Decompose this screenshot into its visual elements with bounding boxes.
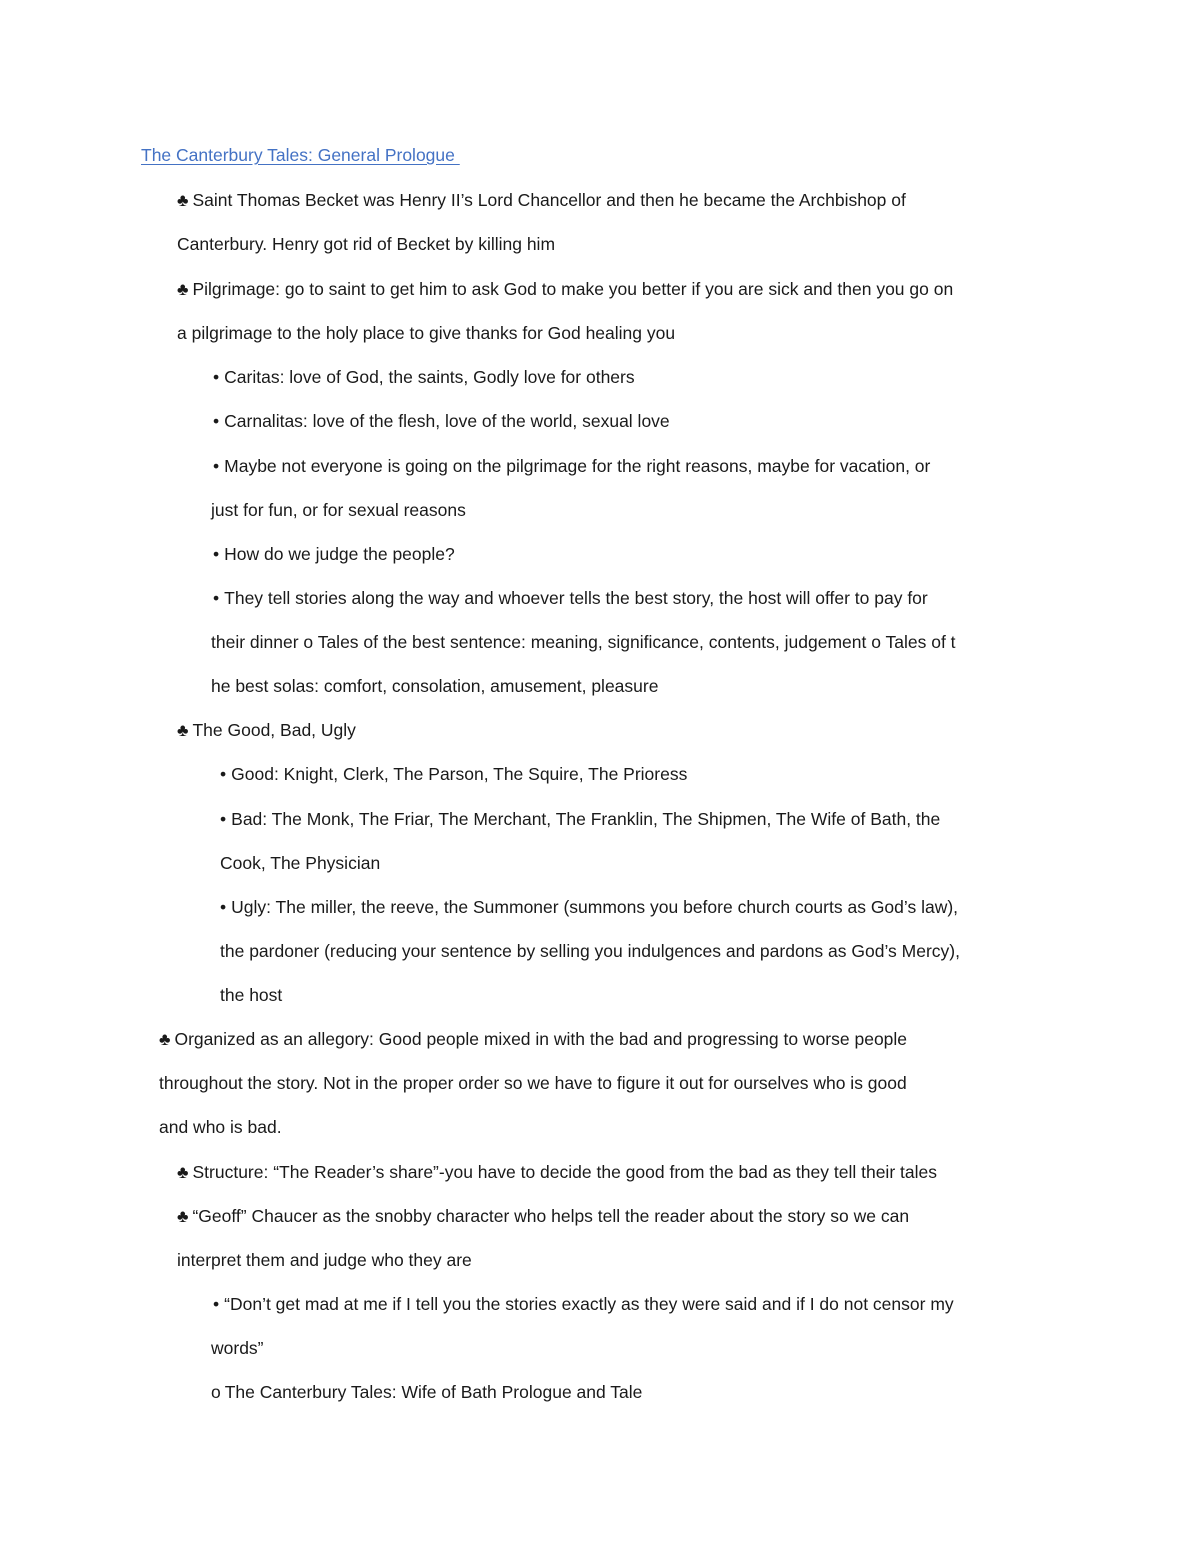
bullet-icon: • bbox=[213, 588, 220, 608]
bullet-icon: • bbox=[213, 411, 220, 431]
club-item-good-bad-ugly bbox=[177, 718, 356, 742]
bullet-item-caritas bbox=[213, 365, 635, 389]
bullet-item-ugly-cont2 bbox=[220, 983, 282, 1007]
bullet-item-ugly-cont bbox=[220, 939, 960, 963]
club-bullet-icon: ♣ bbox=[177, 279, 189, 299]
line-text: words” bbox=[211, 1338, 264, 1358]
line-text: interpret them and judge who they are bbox=[177, 1250, 472, 1270]
bullet-item-bad-cont bbox=[220, 851, 380, 875]
line-text: Bad: The Monk, The Friar, The Merchant, The Franklin, The Shipmen, The Wife of Bath, the bbox=[231, 809, 941, 829]
line-text: Carnalitas: love of the flesh, love of the world, sexual love bbox=[224, 411, 670, 431]
line-text: throughout the story. Not in the proper order so we have to figure it out for ourselves who is good bbox=[159, 1073, 907, 1093]
document-title-link[interactable]: The Canterbury Tales: General Prologue bbox=[141, 145, 460, 165]
club-item-becket bbox=[177, 188, 906, 212]
bullet-icon: • bbox=[213, 544, 220, 564]
line-text: The Canterbury Tales: Wife of Bath Prologue and Tale bbox=[224, 1382, 643, 1402]
circle-bullet-icon: o bbox=[211, 1382, 221, 1402]
bullet-item-reasons-cont bbox=[211, 498, 466, 522]
line-text: a pilgrimage to the holy place to give thanks for God healing you bbox=[177, 323, 676, 343]
bullet-item-quote bbox=[213, 1292, 954, 1316]
club-item-pilgrimage-cont bbox=[177, 321, 675, 345]
bullet-item-reasons bbox=[213, 454, 930, 478]
line-text: How do we judge the people? bbox=[224, 544, 455, 564]
bullet-item-judge bbox=[213, 542, 455, 566]
bullet-icon: • bbox=[213, 367, 220, 387]
bullet-icon: • bbox=[213, 1294, 220, 1314]
line-text: Caritas: love of God, the saints, Godly love for others bbox=[224, 367, 635, 387]
line-text: Structure: “The Reader’s share”-you have to decide the good from the bad as they tell their tales bbox=[192, 1162, 937, 1182]
club-bullet-icon: ♣ bbox=[159, 1029, 171, 1049]
line-text: he best solas: comfort, consolation, amusement, pleasure bbox=[211, 676, 659, 696]
club-item-allegory-cont2 bbox=[159, 1115, 282, 1139]
bullet-item-ugly bbox=[220, 895, 958, 919]
line-text: Good: Knight, Clerk, The Parson, The Squire, The Prioress bbox=[231, 764, 688, 784]
club-item-structure bbox=[177, 1160, 937, 1184]
line-text: Pilgrimage: go to saint to get him to ask God to make you better if you are sick and then you go on bbox=[192, 279, 954, 299]
club-item-allegory bbox=[159, 1027, 907, 1051]
bullet-item-good bbox=[220, 762, 687, 786]
line-text: Ugly: The miller, the reeve, the Summoner (summons you before church courts as God’s law), bbox=[231, 897, 959, 917]
bullet-item-carnalitas bbox=[213, 409, 670, 433]
club-item-pilgrimage bbox=[177, 277, 953, 301]
club-bullet-icon: ♣ bbox=[177, 190, 189, 210]
club-item-becket-cont bbox=[177, 232, 555, 256]
bullet-icon: • bbox=[220, 809, 227, 829]
subitem-wife-of-bath bbox=[211, 1380, 642, 1404]
line-text: the pardoner (reducing your sentence by selling you indulgences and pardons as God’s Mercy), bbox=[220, 941, 960, 961]
club-item-geoff bbox=[177, 1204, 909, 1228]
club-bullet-icon: ♣ bbox=[177, 1206, 189, 1226]
bullet-item-stories-cont2 bbox=[211, 674, 658, 698]
line-text: The Good, Bad, Ugly bbox=[192, 720, 356, 740]
line-text: They tell stories along the way and whoever tells the best story, the host will offer to pay for bbox=[224, 588, 928, 608]
line-text: their dinner o Tales of the best sentence: meaning, significance, contents, judgement o Tales of t bbox=[211, 632, 956, 652]
line-text: and who is bad. bbox=[159, 1117, 282, 1137]
bullet-item-quote-cont bbox=[211, 1336, 264, 1360]
line-text: “Don’t get mad at me if I tell you the stories exactly as they were said and if I do not censor my bbox=[224, 1294, 954, 1314]
line-text: the host bbox=[220, 985, 283, 1005]
club-item-allegory-cont bbox=[159, 1071, 907, 1095]
bullet-icon: • bbox=[213, 456, 220, 476]
line-text: Organized as an allegory: Good people mixed in with the bad and progressing to worse people bbox=[174, 1029, 908, 1049]
club-item-geoff-cont bbox=[177, 1248, 472, 1272]
line-text: Canterbury. Henry got rid of Becket by killing him bbox=[177, 234, 556, 254]
line-text: “Geoff” Chaucer as the snobby character who helps tell the reader about the story so we can bbox=[192, 1206, 910, 1226]
bullet-item-bad bbox=[220, 807, 940, 831]
bullet-item-stories bbox=[213, 586, 928, 610]
line-text: just for fun, or for sexual reasons bbox=[211, 500, 466, 520]
line-text: Saint Thomas Becket was Henry II’s Lord Chancellor and then he became the Archbishop of bbox=[192, 190, 906, 210]
club-bullet-icon: ♣ bbox=[177, 1162, 189, 1182]
line-text: Maybe not everyone is going on the pilgrimage for the right reasons, maybe for vacation, or bbox=[224, 456, 931, 476]
bullet-icon: • bbox=[220, 764, 227, 784]
line-text: Cook, The Physician bbox=[220, 853, 381, 873]
bullet-item-stories-cont bbox=[211, 630, 956, 654]
club-bullet-icon: ♣ bbox=[177, 720, 189, 740]
bullet-icon: • bbox=[220, 897, 227, 917]
